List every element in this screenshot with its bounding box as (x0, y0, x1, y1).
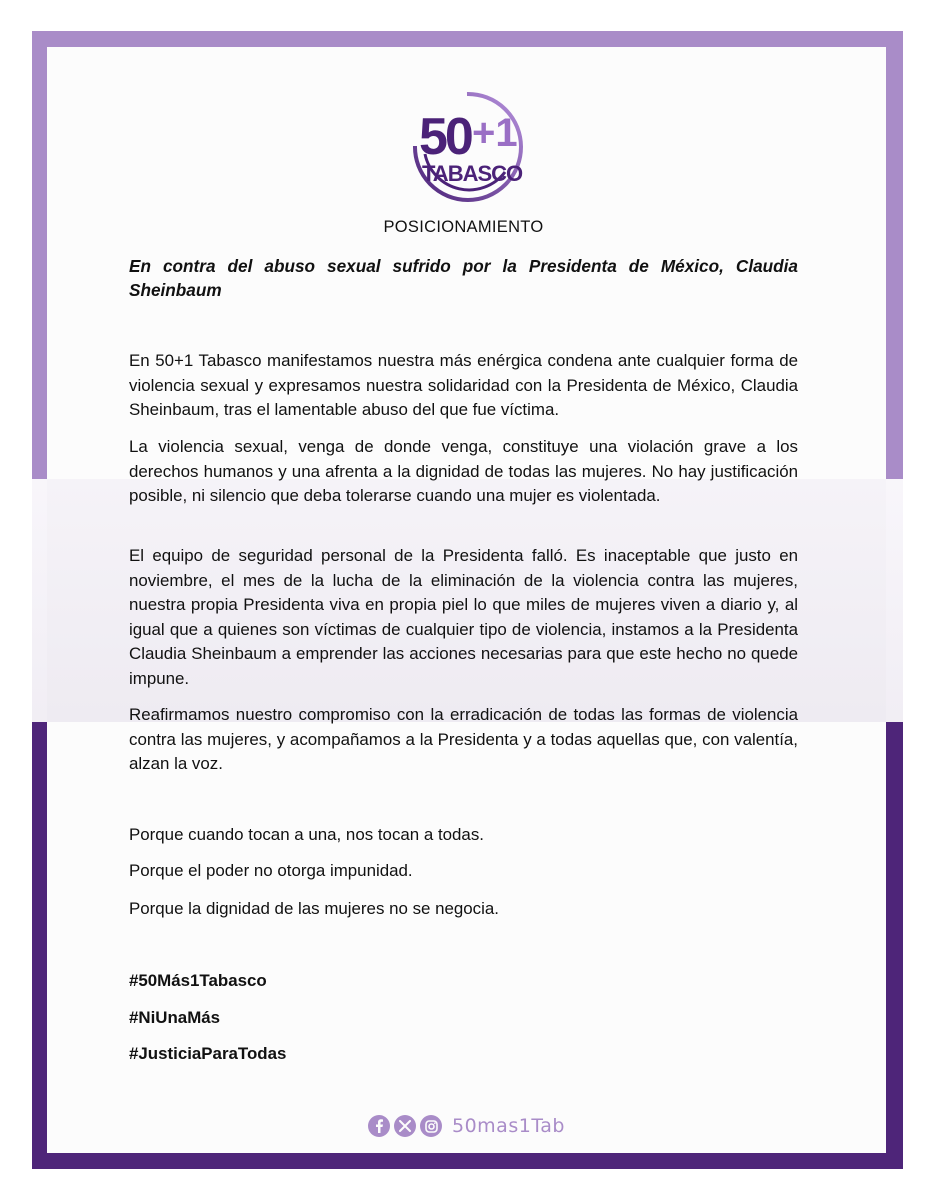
page-title: POSICIONAMIENTO (383, 218, 544, 236)
x-icon[interactable] (394, 1115, 416, 1137)
logo-number: 50 (419, 108, 471, 166)
paragraph-1: En 50+1 Tabasco manifestamos nuestra más enérgica condena ante cualquier forma de violencia sexual y expresamos nuestra solidaridad con la Presidenta de México, Claudia Sheinbaum, tras el lamentable abuso del que fue víctima. (129, 351, 798, 419)
closing-line-3: Porque la dignidad de las mujeres no se negocia. (129, 899, 499, 918)
subtitle: En contra del abuso sexual sufrido por la Presidenta de México, Claudia Sheinbaum (129, 256, 798, 300)
closing-line-1: Porque cuando tocan a una, nos tocan a todas. (129, 825, 484, 844)
facebook-icon[interactable] (368, 1115, 390, 1137)
paragraph-2: La violencia sexual, venga de donde venga, constituye una violación grave a los derechos humanos y una afrenta a la dignidad de todas las mujeres. No hay justificación posible, ni silencio que deba tolerarse cuando una mujer es violentada. (129, 437, 798, 505)
instagram-icon[interactable] (420, 1115, 442, 1137)
hashtag-3[interactable]: #JusticiaParaTodas (129, 1044, 287, 1063)
paragraph-4: Reafirmamos nuestro compromiso con la erradicación de todas las formas de violencia contra las mujeres, y acompañamos a la Presidenta y a todas aquellas que, con valentía, alzan la voz. (129, 705, 798, 773)
social-footer (368, 1111, 565, 1141)
logo-graphic (397, 84, 530, 206)
logo-plus-one: +1 (472, 111, 518, 155)
logo-place: TABASCO (422, 161, 523, 186)
social-handle[interactable]: 50mas1Tab (452, 1115, 565, 1137)
hashtag-2[interactable]: #NiUnaMás (129, 1008, 221, 1027)
logo (397, 84, 530, 206)
hashtag-1[interactable]: #50Más1Tabasco (129, 971, 267, 990)
paragraph-3: El equipo de seguridad personal de la Presidenta falló. Es inaceptable que justo en noviembre, el mes de la lucha de la eliminación de la violencia contra las mujeres, nuestra propia Presidenta viva en propia piel lo que miles de mujeres viven a diario y, al igual que a quienes son víctimas de cualquier tipo de violencia, instamos a la Presidenta Claudia Sheinbaum a emprender las acciones necesarias para que este hecho no quede impune. (129, 546, 798, 688)
closing-line-2: Porque el poder no otorga impunidad. (129, 861, 413, 880)
